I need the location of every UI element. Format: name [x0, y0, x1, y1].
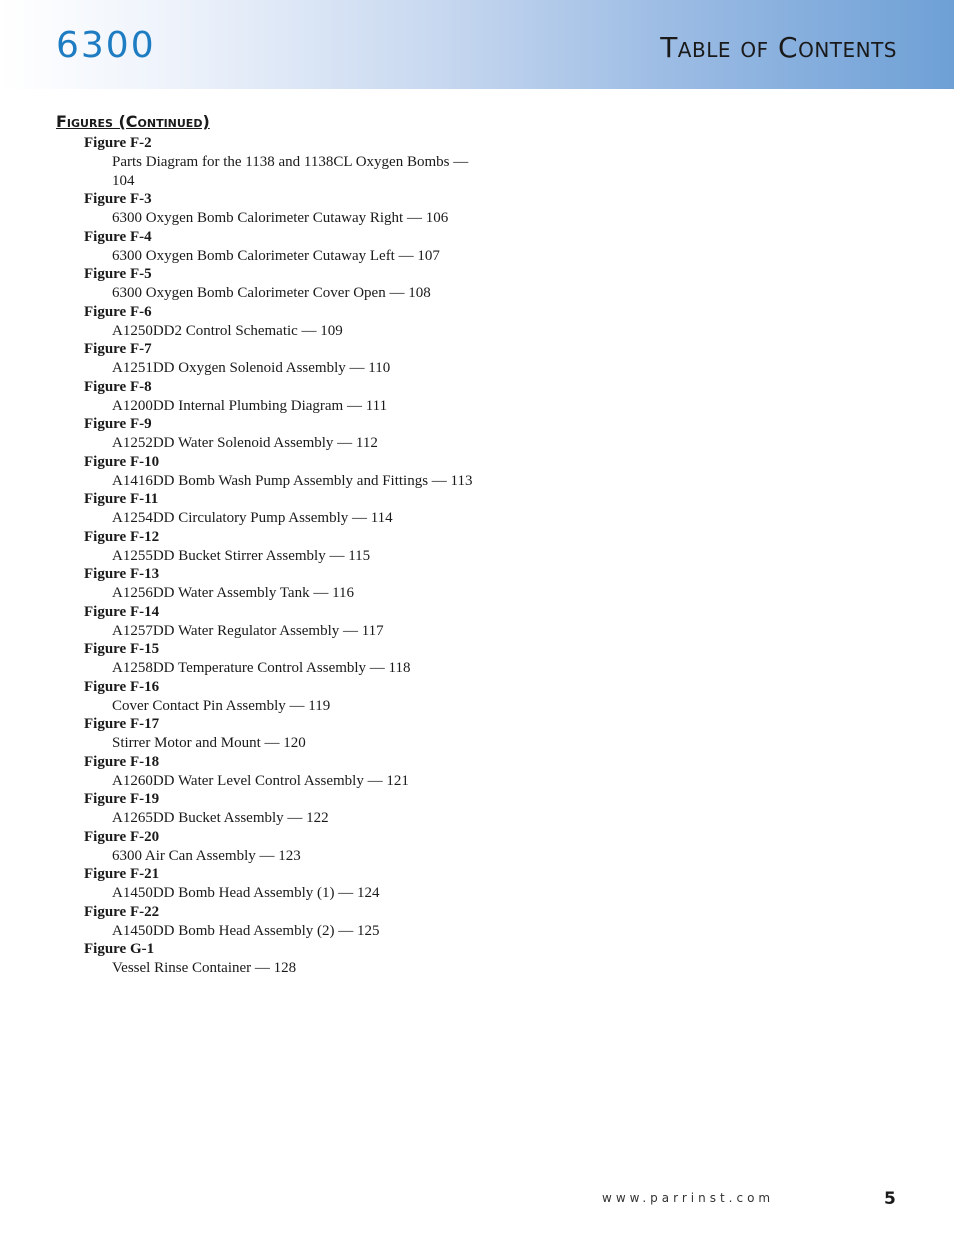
- toc-entry-title: A1257DD Water Regulator Assembly — 117: [112, 622, 384, 639]
- toc-entry[interactable]: [84, 228, 474, 266]
- toc-entry[interactable]: [84, 378, 474, 416]
- toc-entry-title: A1256DD Water Assembly Tank — 116: [112, 585, 355, 601]
- toc-entry-title: Cover Contact Pin Assembly — 119: [112, 697, 331, 714]
- toc-entry-title: Vessel Rinse Container — 128: [112, 960, 297, 976]
- toc-entry[interactable]: [84, 903, 474, 941]
- toc-entry-title: A1250DD2 Control Schematic — 109: [112, 322, 343, 339]
- toc-list: [84, 134, 474, 978]
- toc-entry[interactable]: [84, 753, 474, 791]
- toc-entry[interactable]: [84, 415, 474, 453]
- toc-entry-label: Figure F-14: [84, 603, 160, 620]
- toc-entry-label: Figure F-6: [84, 303, 152, 320]
- toc-entry-title: A1265DD Bucket Assembly — 122: [112, 810, 329, 826]
- toc-entry-title: A1251DD Oxygen Solenoid Assembly — 110: [112, 360, 391, 376]
- toc-entry-label: Figure F-12: [84, 528, 160, 545]
- toc-entry-title: A1255DD Bucket Stirrer Assembly — 115: [112, 547, 371, 564]
- toc-entry-label: Figure F-21: [84, 866, 160, 883]
- model-number: 6300: [56, 25, 156, 66]
- toc-entry-title: A1416DD Bomb Wash Pump Assembly and Fittings — 113: [112, 472, 473, 489]
- toc-entry[interactable]: [84, 303, 474, 341]
- toc-entry-label: Figure F-18: [84, 753, 160, 770]
- toc-entry[interactable]: [84, 940, 474, 978]
- page-title: Table of Contents: [660, 31, 897, 64]
- toc-entry[interactable]: [84, 528, 474, 566]
- toc-entry-label: Figure F-7: [84, 341, 152, 358]
- toc-entry-title: 6300 Oxygen Bomb Calorimeter Cover Open — 108: [112, 285, 431, 301]
- toc-entry-title: Parts Diagram for the 1138 and 1138CL Oxygen Bombs — 104: [112, 153, 469, 189]
- toc-entry[interactable]: [84, 828, 474, 866]
- toc-entry-title: A1260DD Water Level Control Assembly — 121: [112, 772, 409, 789]
- toc-entry-label: Figure F-5: [84, 266, 152, 283]
- page-number: 5: [884, 1189, 896, 1209]
- toc-entry-title: A1254DD Circulatory Pump Assembly — 114: [112, 510, 393, 526]
- toc-entry-label: Figure F-2: [84, 135, 152, 151]
- toc-entry-label: Figure F-22: [84, 903, 160, 920]
- toc-entry[interactable]: [84, 265, 474, 303]
- toc-entry-title: A1200DD Internal Plumbing Diagram — 111: [112, 397, 388, 414]
- toc-entry[interactable]: [84, 603, 474, 641]
- toc-entry-label: Figure F-19: [84, 791, 160, 808]
- toc-entry[interactable]: [84, 640, 474, 678]
- toc-entry[interactable]: [84, 134, 474, 190]
- footer-url[interactable]: www.parrinst.com: [602, 1191, 775, 1205]
- toc-entry-label: Figure F-13: [84, 566, 160, 583]
- toc-entry[interactable]: [84, 565, 474, 603]
- toc-entry[interactable]: [84, 790, 474, 828]
- toc-entry-title: A1252DD Water Solenoid Assembly — 112: [112, 435, 378, 451]
- toc-entry-label: Figure G-1: [84, 941, 155, 958]
- toc-entry-title: Stirrer Motor and Mount — 120: [112, 735, 306, 751]
- toc-entry[interactable]: [84, 340, 474, 378]
- toc-entry-label: Figure F-9: [84, 416, 152, 433]
- toc-entry-title: A1258DD Temperature Control Assembly — 118: [112, 660, 411, 676]
- toc-entry[interactable]: [84, 453, 474, 491]
- toc-entry-title: 6300 Oxygen Bomb Calorimeter Cutaway Left — 107: [112, 247, 440, 264]
- toc-entry-label: Figure F-3: [84, 191, 152, 208]
- toc-entry-title: 6300 Oxygen Bomb Calorimeter Cutaway Right — 106: [112, 210, 449, 226]
- toc-entry-label: Figure F-4: [84, 228, 152, 245]
- toc-entry[interactable]: [84, 490, 474, 528]
- toc-entry-label: Figure F-11: [84, 491, 159, 508]
- toc-entry-label: Figure F-15: [84, 641, 160, 658]
- toc-entry-title: 6300 Air Can Assembly — 123: [112, 847, 301, 864]
- toc-entry[interactable]: [84, 678, 474, 716]
- toc-entry[interactable]: [84, 190, 474, 228]
- section-heading: Figures (Continued): [56, 112, 210, 131]
- toc-entry[interactable]: [84, 865, 474, 903]
- toc-entry-title: A1450DD Bomb Head Assembly (2) — 125: [112, 922, 380, 939]
- toc-entry[interactable]: [84, 715, 474, 753]
- toc-entry-label: Figure F-8: [84, 378, 152, 395]
- toc-entry-label: Figure F-10: [84, 453, 160, 470]
- page-header: [0, 0, 954, 89]
- toc-entry-label: Figure F-17: [84, 716, 160, 733]
- toc-entry-title: A1450DD Bomb Head Assembly (1) — 124: [112, 885, 380, 901]
- toc-entry-label: Figure F-20: [84, 828, 160, 845]
- toc-entry-label: Figure F-16: [84, 678, 160, 695]
